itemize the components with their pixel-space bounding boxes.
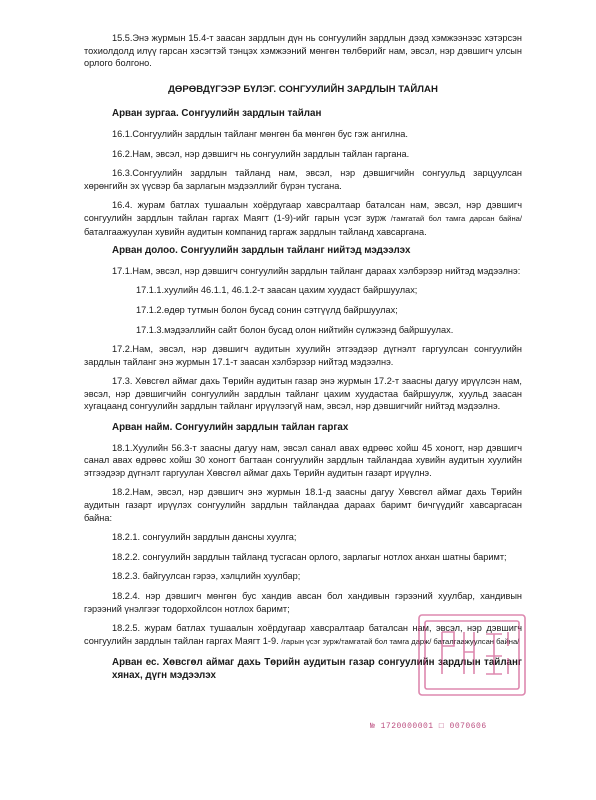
document-body <box>84 32 522 683</box>
paragraph-15-5: 15.5.Энэ журмын 15.4-т заасан зардлын дүн нь сонгуулийн зардлын дээд хэмжээнээс хэтэрсэн тохиолдолд илүү гарсан хэсэгтэй тэнцэх хэмжээний мөнгөн төлбөрийг нам, эвсэл, нэр дэвшигч улсын орлого болгоно. <box>84 33 522 69</box>
section-18-title: Арван найм. Сонгуулийн зардлын тайлан гаргах <box>112 422 349 434</box>
paragraph-17-1: 17.1.Нам, эвсэл, нэр дэвшигч сонгуулийн зардлын тайланг дараах хэлбэрээр нийтэд мэдээлнэ: <box>112 265 521 276</box>
paragraph-17-3: 17.3. Хөвсгөл аймаг дахь Төрийн аудитын газар энэ журмын 17.2-т заасны дагуу ирүүлсэн нам, эвсэл, нэр дэвшигчийн сонгуулийн зардлын тайланг цахим хуудастаа байршуулж, хуульд заасан хугацаанд сонгуулийн зардлын тайланг ирүүлээгүй нам, эвсэл, нэр дэвшигчийг нийтэд мэдээлнэ. <box>84 376 522 412</box>
paragraph-18-2-4: 18.2.4. нэр дэвшигч мөнгөн бус хандив авсан бол хандивын гэрээний хуулбар, хандивын гэрээний үнэлгээг тодорхойлсон нотлох баримт; <box>84 591 522 614</box>
section-19-title: Арван ес. Хөвсгөл аймаг дахь Төрийн аудитын газар сонгуулийн зардлын тайланг хянах, дүгн мэдээлэх <box>112 657 522 681</box>
paragraph-17-1-1: 17.1.1.хуулийн 46.1.1, 46.1.2-т заасан цахим хуудаст байршуулах; <box>136 285 418 296</box>
paragraph-18-2-5 <box>84 622 522 648</box>
paragraph-17-1-3: 17.1.3.мэдээллийн сайт болон бусад олон нийтийн сүлжээнд байршуулах. <box>136 324 454 335</box>
paragraph-16-4-note: /тамгатай бол тамга дарсан байна/ <box>390 213 522 223</box>
section-16-title: Арван зургаа. Сонгуулийн зардлын тайлан <box>112 108 322 120</box>
section-17-title: Арван долоо. Сонгуулийн зардлын тайланг нийтэд мэдээлэх <box>112 245 411 257</box>
chapter-title: ДӨРӨВДҮГЭЭР БҮЛЭГ. СОНГУУЛИЙН ЗАРДЛЫН ТАЙЛАН <box>168 83 438 95</box>
paragraph-17-1-2: 17.1.2.өдөр тутмын болон бусад сонин сэтгүүлд байршуулах; <box>136 304 398 315</box>
paragraph-18-2-1: 18.2.1. сонгуулийн зардлын дансны хуулга; <box>112 532 297 543</box>
paragraph-16-4 <box>84 199 522 238</box>
paragraph-16-4-end: баталгаажуулан хувийн аудитын компанид гаргаж зардлын тайланд хавсаргана. <box>84 226 427 237</box>
paragraph-18-2-3: 18.2.3. байгуулсан гэрээ, хэлцлийн хуулбар; <box>112 571 301 582</box>
stamp-serial-number: № 1720000001 □ 0070606 <box>370 722 487 731</box>
paragraph-18-1: 18.1.Хуулийн 56.3-т заасны дагуу нам, эвсэл санал авах өдрөөс хойш 45 хоногт, нэр дэвшигч санал авах өдрөөс хойш 30 хоногт багтаан сонгуулийн зардлын тайландаа хувийн аудитын хуулийн этгээдээр дүгнэлт гаргуулан Хөвсгөл аймаг дахь Төрийн аудитын газарт ирүүлнэ. <box>84 442 522 478</box>
paragraph-16-3: 16.3.Сонгуулийн зардлын тайланд нам, эвсэл, нэр дэвшигчийн сонгуульд зарцуулсан хөрөнгийн эх үүсвэр ба зарлагын мэдээллийг бүрэн тусгана. <box>84 168 522 191</box>
paragraph-18-2: 18.2.Нам, эвсэл, нэр дэвшигч энэ журмын 18.1-д заасны дагуу Хөвсгөл аймаг дахь Төрийн аудитын газарт ирүүлэх сонгуулийн зардлын тайландаа дараах баримт бичгүүдийг хавсаргасан байна: <box>84 487 522 523</box>
paragraph-18-2-5-main: 18.2.5. журам батлах тушаалын хоёрдугаар хавсралтаар баталсан нам, эвсэл, нэр дэвшигч сонгуулийн зардлын тайлан гаргах Маягт 1-9. <box>84 623 522 646</box>
paragraph-16-4-main: 16.4. журам батлах тушаалын хоёрдугаар хавсралтаар баталсан нам, эвсэл, нэр дэвшигч сонгуулийн зардлын тайлан гаргах Маягт (1-9)-ийг гарын үсэг зурж <box>84 200 522 223</box>
paragraph-16-1: 16.1.Сонгуулийн зардлын тайланг мөнгөн ба мөнгөн бус гэж ангилна. <box>112 128 408 139</box>
paragraph-16-2: 16.2.Нам, эвсэл, нэр дэвшигч нь сонгуулийн зардлын тайлан гаргана. <box>112 148 410 159</box>
paragraph-18-2-2: 18.2.2. сонгуулийн зардлын тайланд тусгасан орлого, зарлагыг нотлох анхан шатны баримт; <box>112 551 507 562</box>
paragraph-17-2: 17.2.Нам, эвсэл, нэр дэвшигч аудитын хуулийн этгээдээр дүгнэлт гаргуулсан сонгуулийн зардлын тайланг энэ журмын 17.1-т заасан хэлбэрээр нийтэд мэдээлнэ. <box>84 344 522 367</box>
paragraph-18-2-5-note: /гарын үсэг зурж/тамгатай бол тамга дарж/ баталгаажуулсан байна/ <box>281 636 520 646</box>
